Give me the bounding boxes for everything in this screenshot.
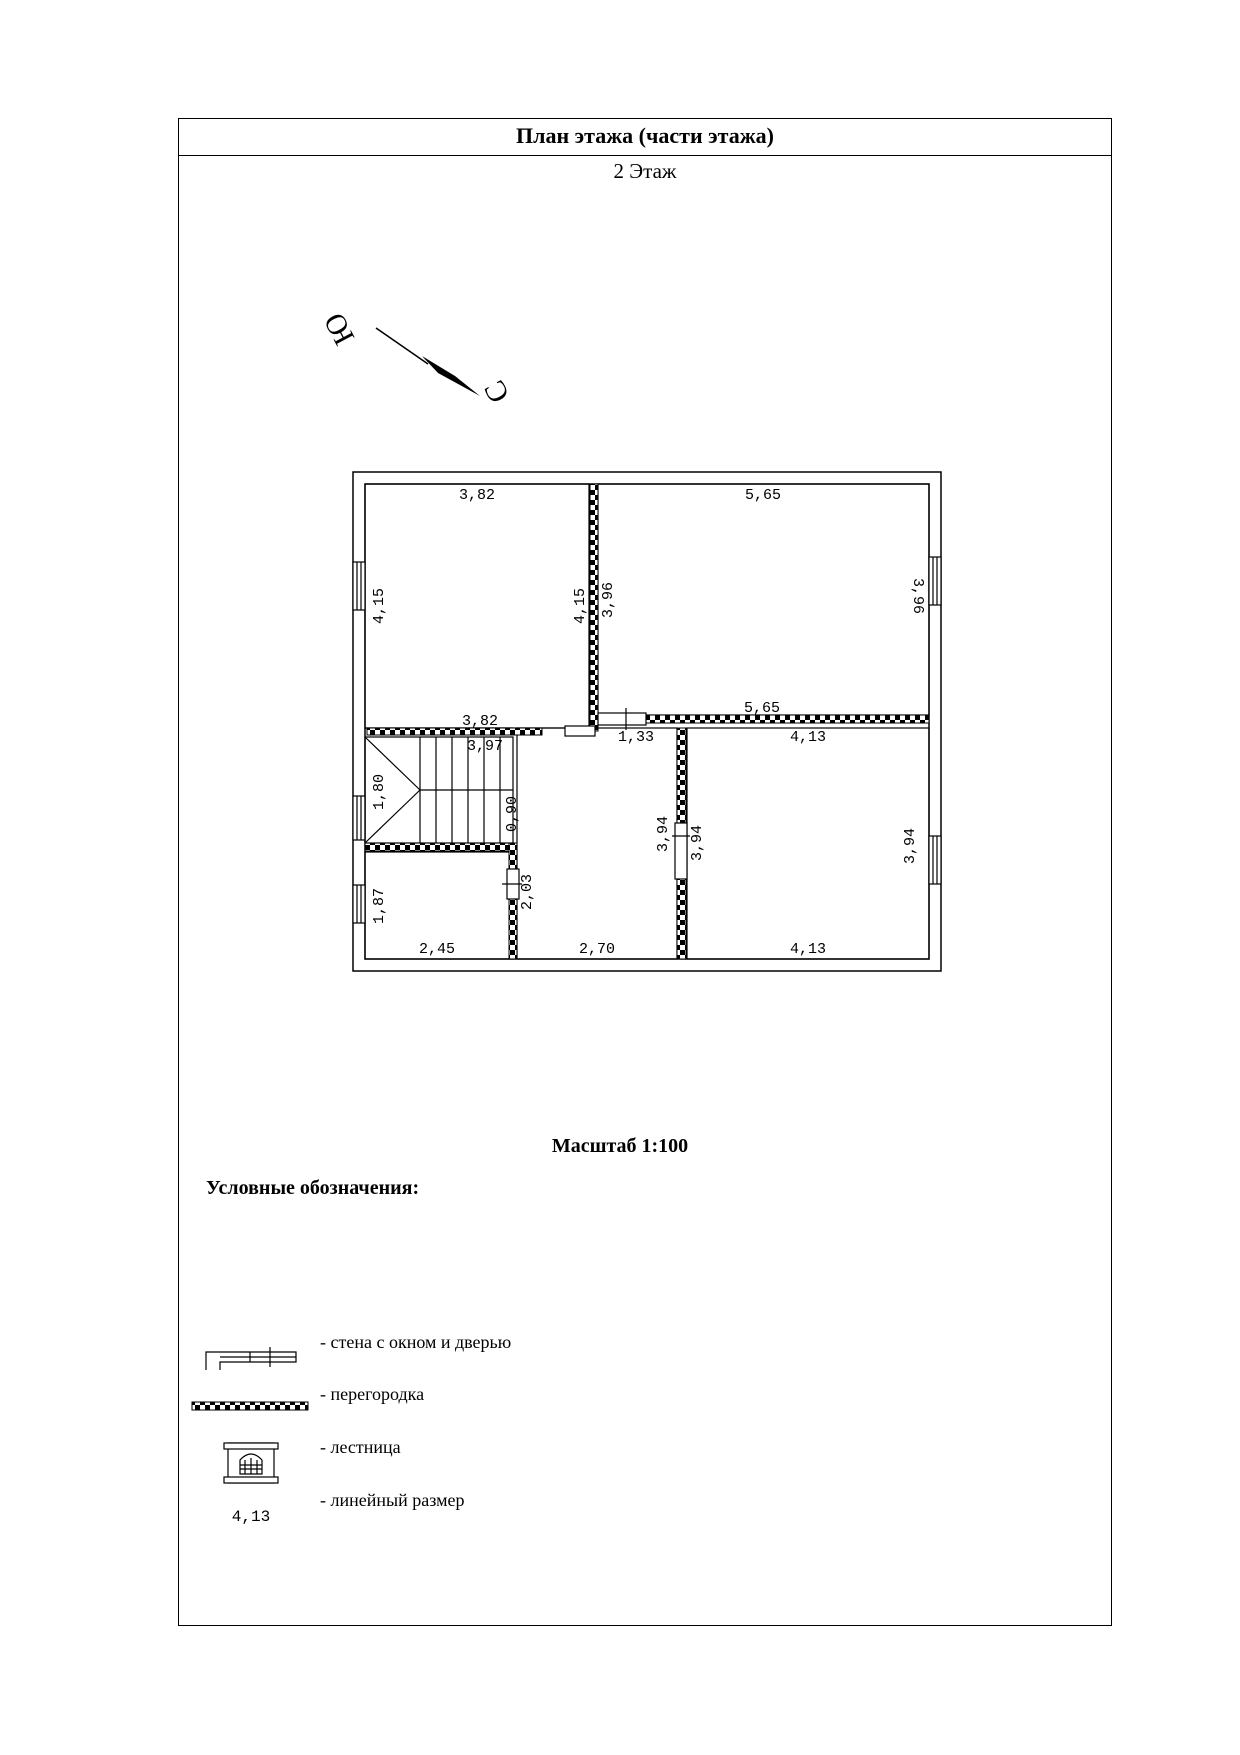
compass-arrow	[376, 328, 480, 396]
door-markers	[502, 708, 690, 899]
dim-stair-width: 3,97	[466, 738, 504, 755]
dim-stair-right: 0,90	[504, 795, 521, 833]
legend-sample-size: 4,13	[231, 1508, 271, 1526]
dim-corridor-top: 1,33	[617, 729, 655, 746]
legend-partition-symbol	[192, 1402, 308, 1410]
dim-room4-right: 3,94	[902, 827, 919, 865]
dim-room4-bottom: 4,13	[789, 941, 827, 958]
legend-title: Условные обозначения:	[206, 1177, 420, 1199]
dim-room2-bottom: 5,65	[743, 700, 781, 717]
scale-label: Масштаб 1:100	[551, 1135, 689, 1157]
floor-label: 2 Этаж	[613, 159, 677, 183]
legend-wall-symbol	[206, 1347, 296, 1370]
dim-room1-top: 3,82	[458, 487, 496, 504]
dim-room5-left: 1,87	[371, 887, 388, 925]
dim-stair-left: 1,80	[371, 773, 388, 811]
dim-corridor-bottom: 2,70	[578, 941, 616, 958]
dim-room2-left: 3,96	[600, 581, 617, 619]
legend-linear-size-label: - линейный размер	[320, 1490, 465, 1510]
page-title: План этажа (части этажа)	[179, 119, 1111, 156]
dim-room5-bottom: 2,45	[418, 941, 456, 958]
dim-room4-top: 4,13	[789, 729, 827, 746]
dim-corridor-left: 3,94	[655, 815, 672, 853]
dim-room2-right: 3,96	[909, 577, 926, 615]
compass-south-letter: Ю	[317, 307, 362, 351]
partitions	[365, 484, 929, 959]
dim-room1-right: 4,15	[572, 587, 589, 625]
legend-wall-label: - стена с окном и дверью	[320, 1332, 512, 1352]
legend-partition-label: - перегородка	[320, 1384, 425, 1404]
legend-stairs-label: - лестница	[320, 1437, 401, 1457]
dim-room1-bottom: 3,82	[461, 713, 499, 730]
compass-north-letter: С	[477, 375, 517, 409]
dim-room1-left: 4,15	[371, 587, 388, 625]
dim-room5-right: 2,03	[519, 873, 536, 911]
legend-stairs-symbol	[224, 1443, 278, 1483]
dim-room2-top: 5,65	[744, 487, 782, 504]
dim-room4-left: 3,94	[689, 824, 706, 862]
